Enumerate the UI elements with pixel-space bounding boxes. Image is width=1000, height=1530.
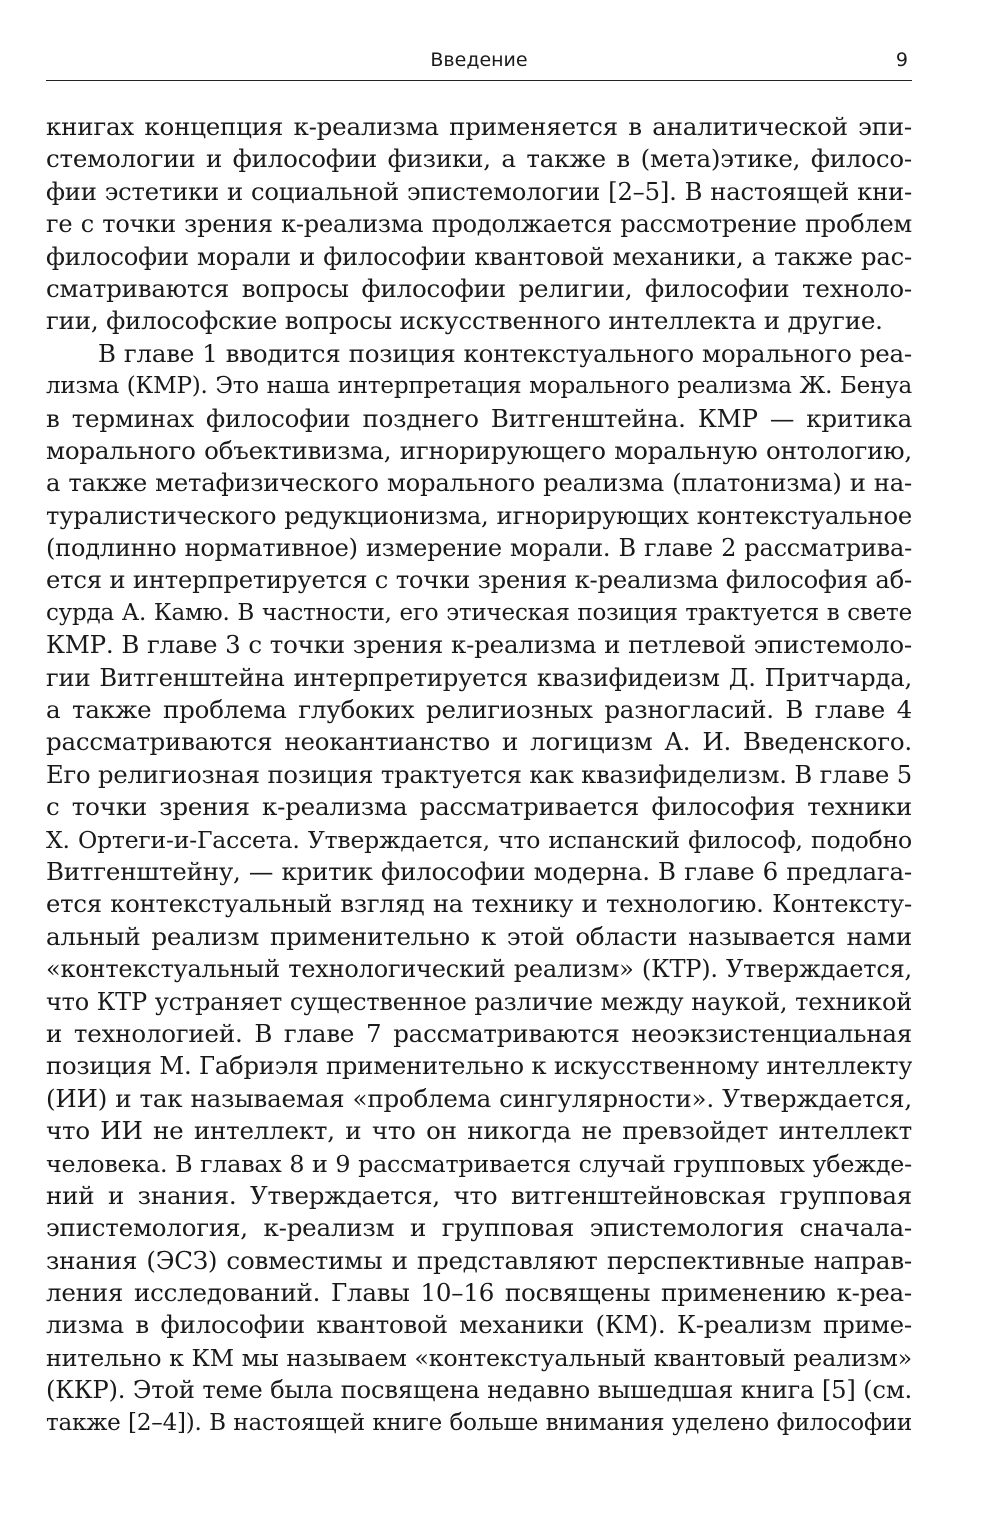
text-line: рассматриваются неокантианство и логицизм А. И. Введенского.	[46, 727, 912, 757]
running-header	[46, 40, 912, 81]
text-line: эпистемология, к-реализм и групповая эпистемология сначала-	[46, 1213, 912, 1243]
text-line: КМР. В главе 3 с точки зрения к-реализма и петлевой эпистемоло-	[46, 630, 912, 660]
text-line: также [2–4]). В настоящей книге больше внимания уделено философии	[46, 1409, 912, 1436]
text-line: Х. Ортеги-и-Гассета. Утверждается, что испанский философ, подобно	[46, 825, 912, 854]
text-line: ге с точки зрения к-реализма продолжается рассмотрение проблем	[46, 210, 912, 239]
text-line: Его религиозная позиция трактуется как квазифиделизм. В главе 5	[46, 759, 912, 789]
text-line: что КТР устраняет существенное различие между наукой, техникой	[46, 987, 912, 1016]
page-number: 9	[895, 49, 908, 71]
paragraph-1	[46, 111, 912, 338]
text-line: лизма в философии квантовой механики (КМ). К-реализм приме-	[46, 1310, 912, 1340]
text-line: (ИИ) и так называемая «проблема сингулярности». Утверждается,	[46, 1083, 912, 1113]
text-line: ления исследований. Главы 10–16 посвящены применению к-реа-	[46, 1278, 912, 1308]
paragraph-2	[46, 338, 912, 1439]
text-line: человека. В главах 8 и 9 рассматривается случай групповых убежде-	[46, 1149, 912, 1178]
text-line: стемологии и философии физики, а также в (мета)этике, филосо-	[46, 144, 912, 174]
text-line: морального объективизма, игнорирующего моральную онтологию,	[46, 435, 912, 465]
text-line: гии, философские вопросы искусственного интеллекта и другие.	[46, 306, 883, 336]
text-line: сурда А. Камю. В частности, его этическая позиция трактуется в свете	[46, 599, 912, 626]
text-line: философии морали и философии квантовой механики, а также рас-	[46, 241, 912, 271]
text-line: знания (ЭСЗ) совместимы и представляют перспективные направ-	[46, 1245, 912, 1275]
text-line: ний и знания. Утверждается, что витгенштейновская групповая	[46, 1180, 912, 1210]
text-line: В главе 1 вводится позиция контекстуального морального реа-	[98, 338, 912, 368]
text-line: а также метафизического морального реализма (платонизма) и на-	[46, 468, 912, 498]
text-line: фии эстетики и социальной эпистемологии [2–5]. В настоящей кни-	[46, 176, 912, 206]
text-line: ется контекстуальный взгляд на технику и технологию. Контексту-	[46, 889, 912, 919]
text-line: а также проблема глубоких религиозных разногласий. В главе 4	[46, 695, 912, 725]
text-line: (подлинно нормативное) измерение морали. В главе 2 рассматрива-	[46, 534, 912, 563]
text-line: ется и интерпретируется с точки зрения к-реализма философия аб-	[46, 565, 912, 595]
text-line: (ККР). Этой теме была посвящена недавно вышедшая книга [5] (см.	[46, 1375, 912, 1405]
body-text	[46, 111, 912, 1439]
text-line: лизма (КМР). Это наша интерпретация морального реализма Ж. Бенуа	[46, 373, 912, 400]
text-line: альный реализм применительно к этой области называется нами	[46, 921, 912, 951]
book-page	[46, 40, 912, 1439]
chapter-title: Введение	[430, 49, 528, 71]
text-line: с точки зрения к-реализма рассматривается философия техники	[46, 792, 912, 822]
text-line: Витгенштейну, — критик философии модерна. В главе 6 предлага-	[46, 856, 912, 886]
text-line: нительно к КМ мы называем «контекстуальный квантовый реализм»	[46, 1343, 912, 1372]
text-line: туралистического редукционизма, игнорирующих контекстуальное	[46, 500, 912, 530]
text-line: сматриваются вопросы философии религии, философии техноло-	[46, 273, 912, 303]
text-line: в терминах философии позднего Витгенштейна. КМР — критика	[46, 403, 912, 433]
text-line: «контекстуальный технологический реализм» (КТР). Утверждается,	[46, 955, 912, 984]
text-line: и технологией. В главе 7 рассматриваются неоэкзистенциальная	[46, 1018, 912, 1048]
text-line: что ИИ не интеллект, и что он никогда не превзойдет интеллект	[46, 1116, 912, 1146]
text-line: книгах концепция к-реализма применяется в аналитической эпи-	[46, 112, 912, 141]
text-line: позиция М. Габриэля применительно к искусственному интеллекту	[46, 1051, 912, 1081]
text-line: гии Витгенштейна интерпретируется квазифидеизм Д. Притчарда,	[46, 662, 912, 692]
